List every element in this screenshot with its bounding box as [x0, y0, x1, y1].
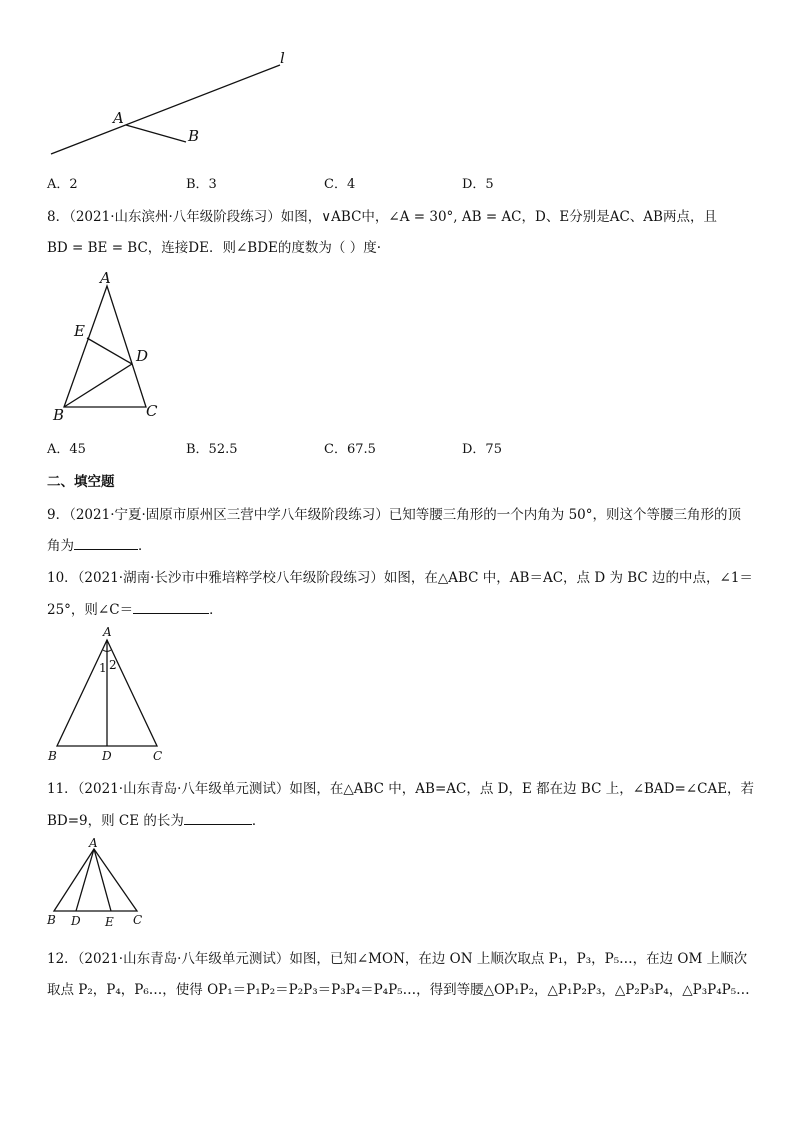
q11-line2-text: BD=9，则 CE 的长为 [47, 813, 184, 829]
label-A: A [113, 109, 124, 127]
q7-option-d[interactable]: D．5 [462, 177, 494, 192]
q8-option-c[interactable]: C．67.5 [324, 442, 376, 457]
label-angle-2: 2 [109, 658, 117, 672]
q8-option-d[interactable]: D．75 [462, 442, 502, 457]
q7-figure [40, 40, 310, 165]
q10-figure [44, 622, 174, 770]
q9-answer-blank[interactable] [74, 537, 138, 550]
label-C: C [153, 749, 163, 763]
label-C: C [146, 402, 158, 420]
q8-text-line2: BD = BE = BC，连接DE．则∠BDE的度数为（ ）度· [47, 240, 381, 256]
q10-answer-blank[interactable] [133, 601, 209, 614]
label-A: A [89, 836, 98, 850]
label-E: E [74, 322, 85, 340]
q11-line2-end: ． [251, 813, 266, 829]
label-E: E [105, 915, 114, 929]
segment-BD [64, 364, 132, 407]
q8-figure [50, 266, 170, 426]
segment-AE [94, 849, 111, 911]
label-D: D [71, 914, 81, 928]
label-A: A [103, 625, 112, 639]
q7-option-b[interactable]: B．3 [186, 177, 217, 192]
label-D: D [136, 347, 149, 365]
q11-figure [44, 836, 154, 931]
label-B: B [188, 127, 200, 145]
q11-text-line1: 11．（2021·山东青岛·八年级单元测试）如图，在△ABC 中，AB=AC，点 D，E 都在边 BC 上，∠BAD=∠CAE，若 [47, 781, 755, 797]
q12-text-line2: 取点 P₂，P₄，P₆…，使得 OP₁＝P₁P₂＝P₂P₃＝P₃P₄＝P₄P₅…，得到等腰△OP₁P₂，△P₁P₂P₃，△P₂P₃P₄，△P₃P₄P₅… [47, 982, 750, 998]
q10-text-line2 [47, 598, 223, 618]
label-B: B [48, 749, 57, 763]
label-B: B [47, 913, 56, 927]
line-l [51, 65, 280, 154]
q9-text-line2 [47, 534, 152, 554]
segment-AB [126, 125, 186, 142]
label-angle-1: 1 [99, 661, 107, 675]
q8-option-b[interactable]: B．52.5 [186, 442, 238, 457]
q12-text-line1: 12．（2021·山东青岛·八年级单元测试）如图，已知∠MON，在边 ON 上顺次取点 P₁，P₃，P₅…，在边 OM 上顺次 [47, 951, 748, 967]
label-C: C [133, 913, 143, 927]
triangle-ABC [64, 286, 149, 407]
q9-line2-end: ． [138, 538, 152, 554]
q9-text-line1: 9．（2021·宁夏·固原市原州区三营中学八年级阶段练习）已知等腰三角形的一个内角为 50°，则这个等腰三角形的顶 [47, 507, 741, 523]
q9-line2-text: 角为 [47, 538, 74, 554]
label-l: l [280, 49, 285, 67]
q11-text-line2 [47, 809, 265, 829]
label-B: B [53, 406, 65, 424]
triangle-ABC [54, 849, 137, 911]
label-A: A [100, 269, 111, 287]
q10-line2-end: ． [209, 602, 223, 618]
segment-AD [76, 849, 94, 911]
q8-text-line1: 8．（2021·山东滨州·八年级阶段练习）如图，∨ABC中，∠A = 30°, AB = AC，D、E分别是AC、AB两点，且 [47, 209, 717, 225]
q7-option-c[interactable]: C．4 [324, 177, 356, 192]
label-D: D [102, 749, 112, 763]
q11-answer-blank[interactable] [184, 812, 252, 825]
q8-option-a[interactable]: A．45 [47, 442, 86, 457]
section-heading-fill-in: 二、填空题 [47, 474, 115, 490]
q10-line2-text: 25°，则∠C＝ [47, 602, 134, 618]
q10-text-line1: 10．（2021·湖南·长沙市中雅培粹学校八年级阶段练习）如图，在△ABC 中，AB＝AC，点 D 为 BC 边的中点，∠1＝ [47, 570, 753, 586]
q7-option-a[interactable]: A．2 [47, 177, 78, 192]
